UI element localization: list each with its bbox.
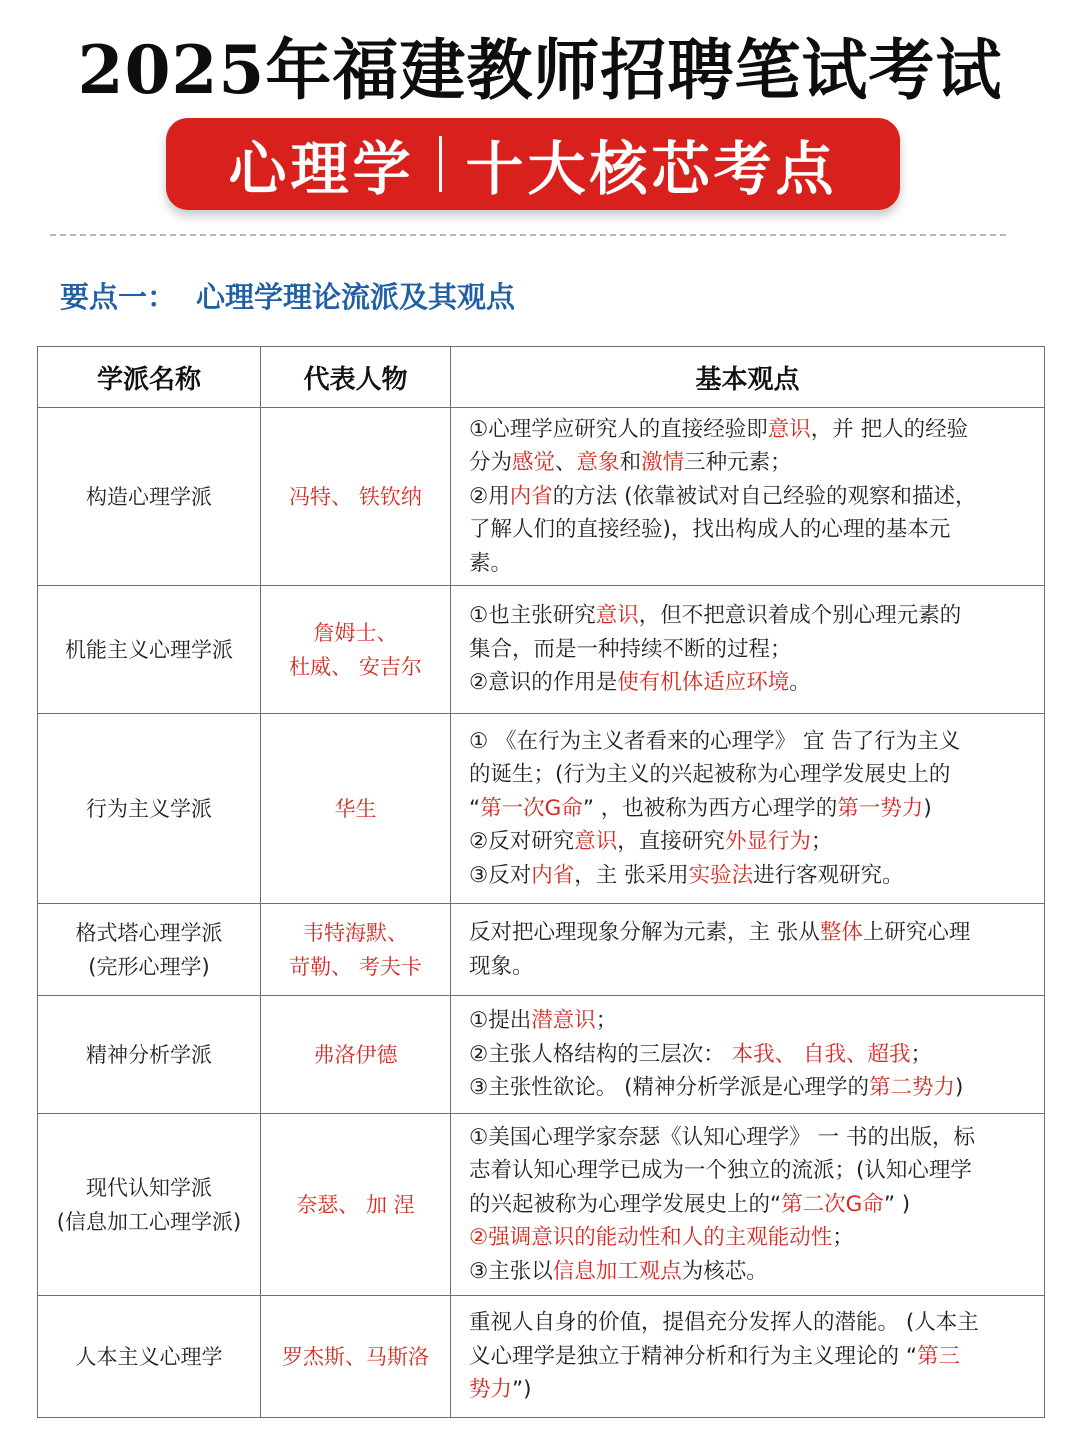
view-text: ) [923,795,932,821]
view-line [469,825,1032,859]
school-name-cell [38,1114,261,1296]
table-row [38,904,1045,996]
view-text: 集合，而是一种持续不断的过程； [469,636,792,662]
view-text: 志着认知心理学已成为一个独立的流派；(认知心理学 [469,1158,972,1184]
key-term: 第三 [916,1343,960,1369]
representative-names: 弗洛伊德 [313,1042,398,1067]
school-name: (完形心理学) [88,954,210,979]
representative-names: 罗杰斯、马斯洛 [282,1344,429,1369]
view-text: 重视人自身的价值，提倡充分发挥人的潜能。 (人本主 [469,1310,979,1336]
view-text: ③反对 [469,862,532,888]
table-row [38,408,1045,586]
view-text: ，并 把人的经验 [810,416,969,442]
key-term: 意象 [576,450,620,476]
schools-table [37,346,1045,1418]
view-text: ； [910,1041,932,1067]
school-name-cell [38,714,261,904]
banner-subject: 心理学 [228,135,415,203]
view-line [469,633,1032,667]
key-term: 第二次G命 [781,1191,884,1217]
representative-names: 韦特海默、 [303,920,408,945]
representative-names: 苛勒、 考夫卡 [289,954,422,979]
school-name: 机能主义心理学派 [65,637,233,662]
key-term: 实验法 [688,862,754,888]
view-line [469,1340,1032,1374]
view-text: ②主张人格结构的三层次： [469,1041,732,1067]
school-name: 行为主义学派 [86,796,212,821]
view-line [469,446,1032,480]
view-text: 现象。 [469,953,534,979]
basic-view-cell [451,714,1045,904]
view-text: 的方法 (依靠被试对自己经验的观察和描述， [552,483,977,509]
basic-view-cell [451,904,1045,996]
basic-view-cell [451,996,1045,1114]
key-term: 本我、 自我、超我 [731,1041,911,1067]
view-text: ”) [512,1377,532,1403]
view-line [469,1071,1032,1105]
representative-cell [261,1296,451,1418]
view-text: ①心理学应研究人的直接经验即 [469,416,768,442]
banner-divider [439,136,442,192]
view-text: ，但不把意识着成个别心理元素的 [638,603,962,629]
view-text: ； [810,829,833,855]
view-line [469,599,1032,633]
view-text: ” ) [883,1191,911,1217]
view-line [469,1221,1032,1255]
view-line [469,1121,1032,1155]
key-term: 使有机体适应环境 [617,670,790,696]
key-term: 激情 [641,450,685,476]
view-text: 、 [555,450,577,476]
school-name-cell [38,586,261,714]
view-text: ③主张以 [469,1258,553,1284]
representative-cell [261,904,451,996]
view-text: 了解人们的直接经验)，找出构成人的心理的基本元 [469,517,951,543]
view-text: 的诞生；(行为主义的兴起被称为心理学发展史上的 [469,762,951,788]
view-text: 上研究心理 [862,920,971,945]
representative-cell [261,586,451,714]
view-line [469,1306,1032,1340]
school-name-cell [38,408,261,586]
section-heading [60,274,515,320]
representative-cell [261,714,451,904]
key-term: 外显行为 [724,829,811,855]
view-line [469,1188,1032,1222]
view-text: 进行客观研究。 [753,862,904,888]
key-term: 意识 [595,603,639,629]
basic-view-cell [451,408,1045,586]
dashed-divider [50,234,1006,236]
section-label: 要点一： [60,280,177,314]
view-text: 。 [789,670,811,696]
key-term: ②强调意识的能动性和人的主观能动性 [469,1225,833,1251]
view-line [469,1004,1032,1038]
school-name: (信息加工心理学派) [56,1209,242,1234]
view-text: ①美国心理学家奈瑟《认知心理学》 一 书的出版，标 [469,1124,975,1150]
view-line [469,1154,1032,1188]
representative-names: 冯特、 铁钦纳 [289,484,422,509]
view-line [469,513,1032,547]
page-title: 2025年福建教师招聘笔试考试 [77,31,1003,109]
table-row [38,714,1045,904]
representative-cell [261,408,451,586]
view-line [469,547,1032,581]
representative-names: 华生 [334,796,377,821]
view-text: ① 《在行为主义者看来的心理学》 宜 告了行为主义 [469,728,961,754]
table-row [38,586,1045,714]
view-line [469,480,1032,514]
basic-view-cell [451,1296,1045,1418]
topic-banner [166,118,900,210]
table-row [38,1114,1045,1296]
section-title: 心理学理论流派及其观点 [196,280,516,314]
view-text: 素。 [469,550,513,576]
banner-topic: 十大核芯考点 [465,135,838,203]
view-line [469,666,1032,700]
view-text: ； [832,1225,854,1251]
view-text: ) [955,1075,964,1101]
view-text: ②反对研究 [469,829,575,855]
view-text: 和 [619,450,642,476]
view-line [469,950,1032,984]
representative-names: 杜威、 安吉尔 [289,654,422,679]
view-text: 为核芯。 [681,1258,768,1284]
view-line [469,859,1032,893]
view-line [469,916,1032,950]
view-line [469,725,1032,759]
key-term: 第一势力 [837,795,924,821]
view-text: ②用 [469,483,510,509]
key-term: 内省 [509,483,553,509]
key-term: 整体 [819,920,863,945]
view-line [469,1373,1032,1407]
view-text: 反对把心理现象分解为元素，主 张从 [469,920,820,945]
school-name: 精神分析学派 [86,1042,212,1067]
table-row [38,996,1045,1114]
key-term: 意识 [574,829,618,855]
key-term: 意识 [767,416,811,442]
basic-view-cell [451,1114,1045,1296]
view-text: ②意识的作用是 [469,670,618,696]
view-text: ； [595,1008,618,1034]
table-header-row [38,347,1045,408]
view-line [469,758,1032,792]
header-representative: 代表人物 [261,347,451,408]
school-name-cell [38,1296,261,1418]
view-text: 分为 [469,450,513,476]
view-text: ，直接研究 [617,829,725,855]
key-term: 潜意识 [531,1008,596,1034]
school-name-cell [38,904,261,996]
key-term: 内省 [531,862,575,888]
representative-names: 詹姆士、 [313,620,398,645]
school-name: 格式塔心理学派 [75,920,223,945]
view-text: “ [469,795,481,821]
view-text: 三种元素； [684,450,792,476]
view-line [469,413,1032,447]
table-row [38,1296,1045,1418]
school-name: 现代认知学派 [86,1175,212,1200]
key-term: 第二势力 [869,1075,956,1101]
view-text: ③主张性欲论。 (精神分析学派是心理学的 [469,1075,869,1101]
key-term: 感觉 [512,450,556,476]
view-text: ” ，也被称为西方心理学的 [582,795,838,821]
view-text: ，主 张采用 [574,862,689,888]
view-text: 的兴起被称为心理学发展史上的“ [469,1191,782,1217]
view-text: ①也主张研究 [469,603,596,629]
key-term: 势力 [469,1377,513,1403]
key-term: 第一次G命 [480,795,583,821]
school-name-cell [38,996,261,1114]
school-name: 人本主义心理学 [75,1344,223,1369]
school-name: 构造心理学派 [86,484,212,509]
representative-cell [261,1114,451,1296]
key-term: 信息加工观点 [552,1258,682,1284]
basic-view-cell [451,586,1045,714]
view-text: ①提出 [469,1008,532,1034]
view-text: 义心理学是独立于精神分析和行为主义理论的 “ [469,1343,917,1369]
representative-names: 奈瑟、 加 涅 [296,1192,415,1217]
header-basic-view: 基本观点 [451,347,1045,408]
view-line [469,1038,1032,1072]
view-line [469,1255,1032,1289]
header-school-name: 学派名称 [38,347,261,408]
view-line [469,792,1032,826]
representative-cell [261,996,451,1114]
